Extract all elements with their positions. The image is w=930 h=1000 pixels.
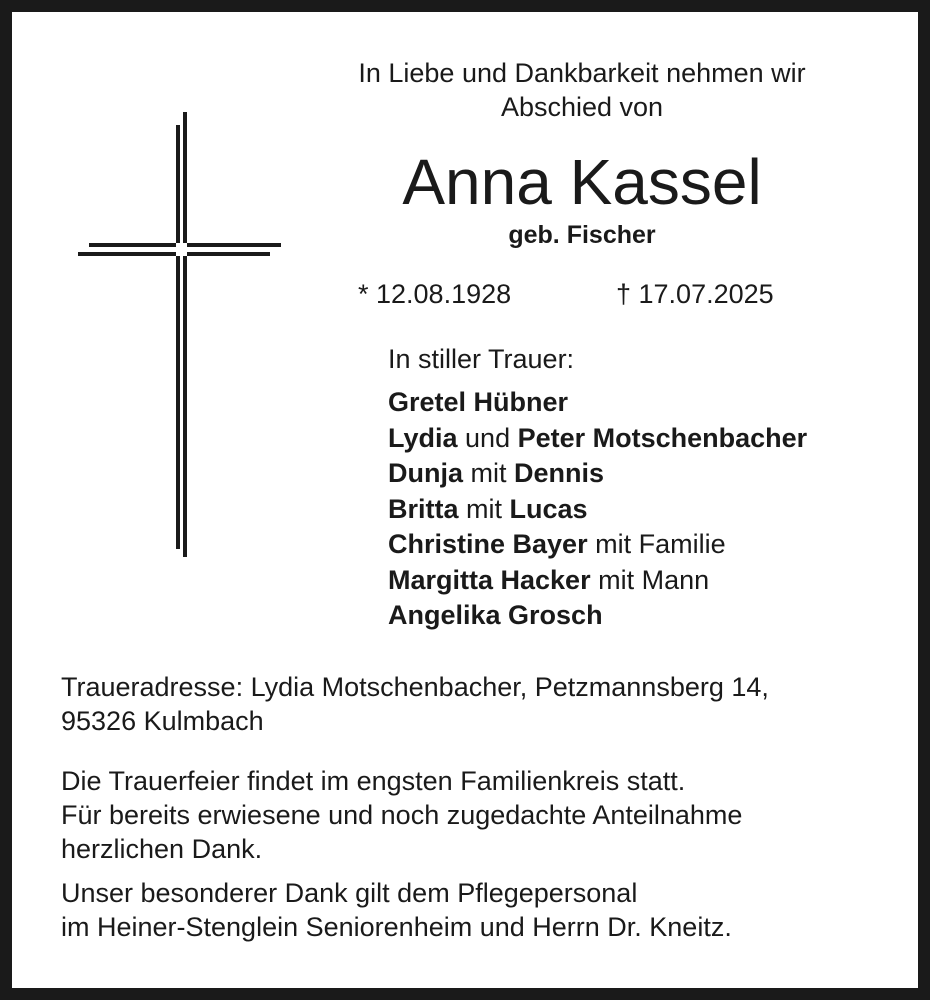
thanks-line-1: Unser besonderer Dank gilt dem Pflegepersonal <box>61 878 638 908</box>
notice-line-1: Die Trauerfeier findet im engsten Familienkreis statt. <box>61 766 686 796</box>
mourner-connector: mit <box>458 493 510 524</box>
address-line-1: Traueradresse: Lydia Motschenbacher, Petzmannsberg 14, <box>61 672 769 702</box>
mourner-name: Lucas <box>509 493 588 524</box>
mourner-name: Margitta Hacker <box>388 564 591 595</box>
mourners-list <box>388 385 807 634</box>
mourner-name: Dennis <box>514 458 605 488</box>
thanks-line-2: im Heiner-Stenglein Seniorenheim und Herrn Dr. Kneitz. <box>61 912 732 942</box>
mourning-address <box>61 670 881 738</box>
death-date: † 17.07.2025 <box>616 279 774 309</box>
birth-date: * 12.08.1928 <box>358 279 512 309</box>
mourner-row <box>388 421 807 457</box>
mourner-name: Lydia <box>388 422 458 453</box>
mourner-name: Christine Bayer <box>388 529 588 559</box>
mourner-name: Britta <box>388 493 459 524</box>
mourner-suffix: mit Familie <box>587 529 726 559</box>
cross-icon <box>72 107 292 557</box>
mourner-row <box>388 598 807 634</box>
mourner-row <box>388 527 807 563</box>
address-line-2: 95326 Kulmbach <box>61 706 264 736</box>
mourner-connector: mit <box>463 458 515 488</box>
intro-line-2: Abschied von <box>500 92 664 122</box>
mourner-row <box>388 456 807 492</box>
mourner-row <box>388 385 807 421</box>
mourner-suffix: mit Mann <box>590 564 710 595</box>
deceased-name: Anna Kassel <box>402 146 762 218</box>
special-thanks <box>61 876 881 944</box>
notice-line-2: Für bereits erwiesene und noch zugedachte Anteilnahme <box>61 800 743 830</box>
funeral-notice <box>61 764 881 866</box>
mourner-row <box>388 492 807 528</box>
intro-text <box>262 56 902 124</box>
intro-line-1: In Liebe und Dankbarkeit nehmen wir <box>358 58 806 88</box>
mourner-name: Angelika Grosch <box>388 600 603 630</box>
mourner-name: Gretel Hübner <box>388 387 569 417</box>
mourner-name: Dunja <box>388 458 464 488</box>
notice-line-3: herzlichen Dank. <box>61 834 263 864</box>
maiden-name: geb. Fischer <box>508 221 656 249</box>
mourner-connector: und <box>457 422 518 453</box>
mourner-row <box>388 563 807 599</box>
obituary-page <box>12 12 918 988</box>
mourners-heading: In stiller Trauer: <box>388 344 575 374</box>
mourner-name: Peter Motschenbacher <box>517 422 808 453</box>
